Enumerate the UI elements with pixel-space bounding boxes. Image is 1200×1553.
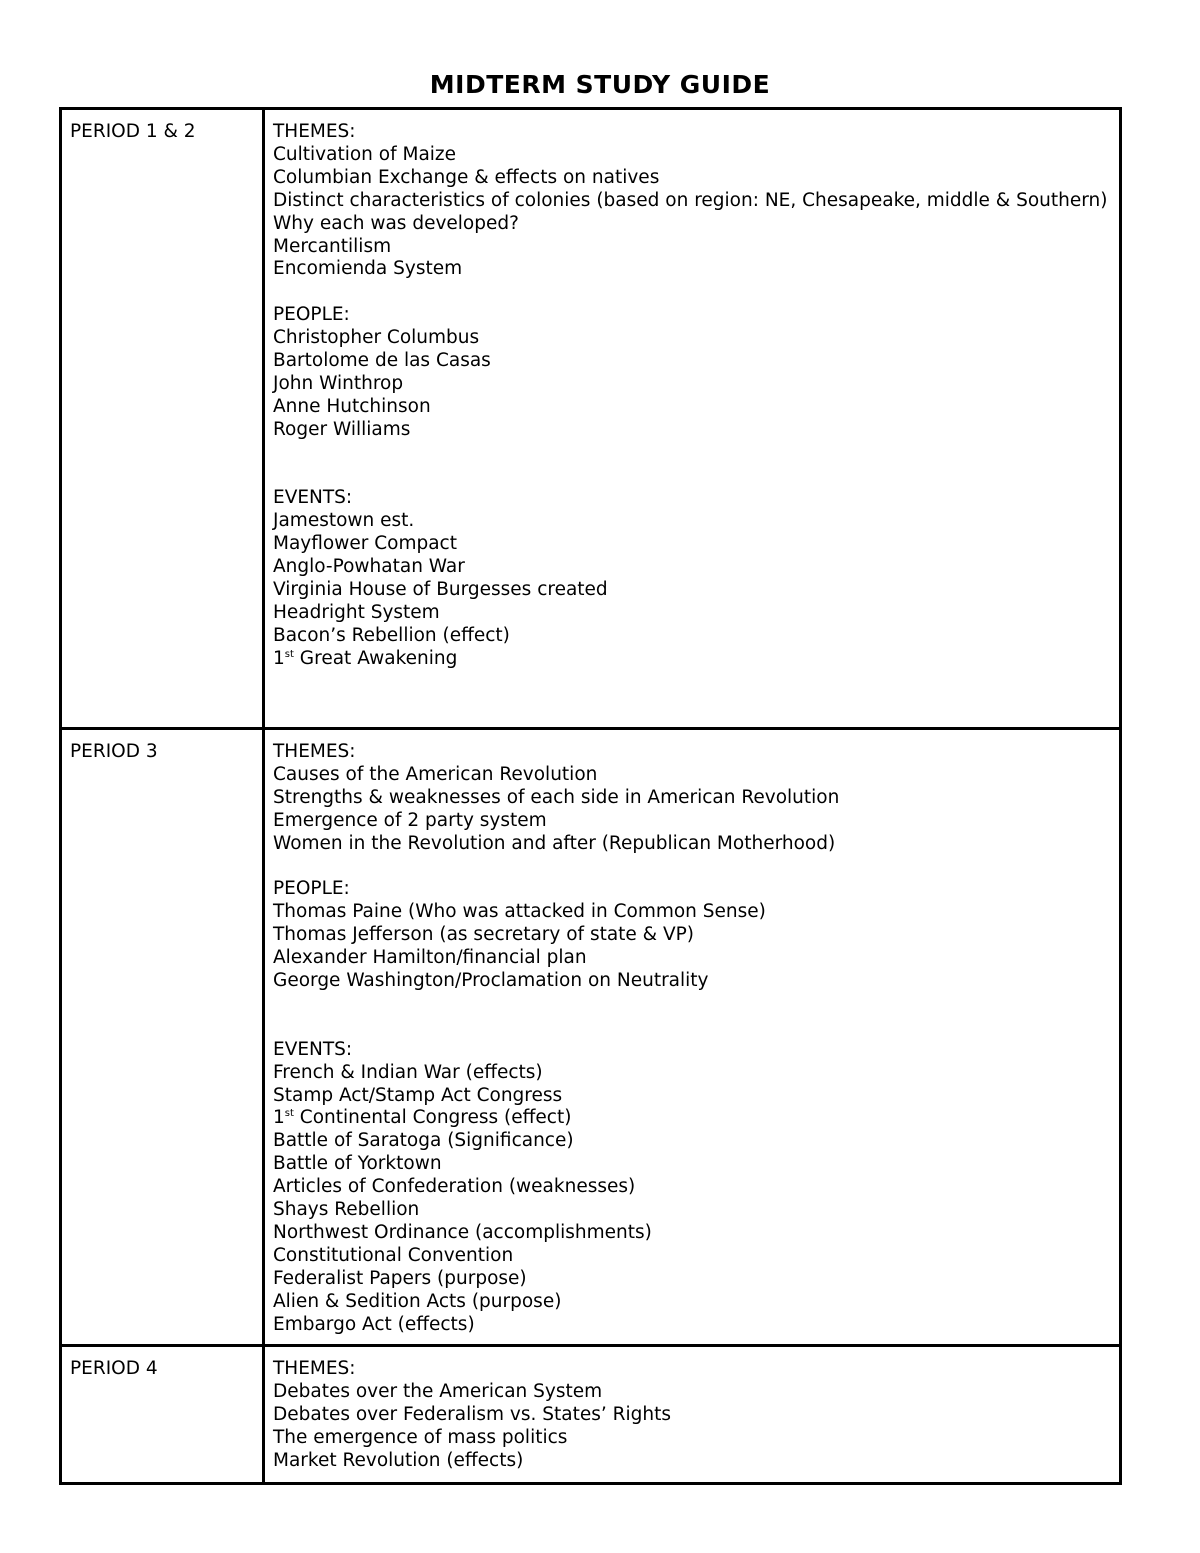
event-ordinal: 1 (273, 1107, 285, 1129)
theme-item: The emergence of mass politics (273, 1426, 568, 1448)
events-heading: EVENTS: (273, 487, 353, 509)
document-title: MIDTERM STUDY GUIDE (429, 70, 771, 99)
period-label-cell (61, 729, 264, 1346)
event-item: French & Indian War (effects) (273, 1061, 543, 1083)
people-item: George Washington/Proclamation on Neutrality (273, 970, 709, 992)
themes-heading: THEMES: (273, 741, 356, 762)
themes-heading: THEMES: (273, 121, 356, 142)
event-ordinal-suffix: st (284, 648, 294, 660)
event-text: Great Awakening (293, 647, 458, 669)
event-item: Virginia House of Burgesses created (273, 579, 608, 601)
table-row-period-3 (61, 729, 1121, 1346)
period-label-cell (61, 109, 264, 729)
event-item: Embargo Act (effects) (273, 1313, 475, 1335)
theme-item: Mercantilism (273, 235, 392, 257)
theme-item: Encomienda System (273, 258, 463, 280)
theme-item: Strengths & weaknesses of each side in American Revolution (273, 786, 840, 808)
event-item: Anglo-Powhatan War (273, 556, 465, 578)
study-guide-table (59, 107, 1122, 1485)
people-item: Thomas Paine (Who was attacked in Common Sense) (273, 901, 766, 923)
theme-item: Debates over the American System (273, 1380, 603, 1402)
people-item: John Winthrop (273, 372, 404, 394)
event-item: Battle of Saratoga (Significance) (273, 1130, 574, 1152)
themes-heading: THEMES: (273, 1358, 356, 1379)
event-ordinal: 1 (273, 647, 285, 669)
people-heading: PEOPLE: (273, 878, 350, 900)
event-item: Jamestown est. (273, 510, 415, 532)
period-content-cell (264, 109, 1121, 729)
event-item: Stamp Act/Stamp Act Congress (273, 1084, 563, 1106)
people-item: Anne Hutchinson (273, 395, 431, 417)
theme-item: Emergence of 2 party system (273, 809, 547, 831)
theme-item: Distinct characteristics of colonies (based on region: NE, Chesapeake, middle & Southern) Why each was developed? (273, 189, 1108, 234)
theme-item: Causes of the American Revolution (273, 763, 598, 785)
event-ordinal-suffix: st (284, 1108, 294, 1120)
people-heading: PEOPLE: (273, 304, 350, 326)
theme-item: Cultivation of Maize (273, 143, 457, 165)
theme-item: Market Revolution (effects) (273, 1449, 524, 1471)
event-item: Articles of Confederation (weaknesses) (273, 1176, 636, 1198)
people-item: Thomas Jefferson (as secretary of state & VP) (273, 924, 695, 946)
people-item: Alexander Hamilton/financial plan (273, 947, 587, 969)
theme-item: Debates over Federalism vs. States’ Rights (273, 1403, 671, 1425)
event-item: Shays Rebellion (273, 1199, 420, 1221)
theme-item: Women in the Revolution and after (Republican Motherhood) (273, 832, 836, 854)
people-item: Bartolome de las Casas (273, 350, 491, 372)
period-label: PERIOD 3 (70, 741, 158, 762)
table-row-period-4 (61, 1346, 1121, 1484)
theme-item: Columbian Exchange & effects on natives (273, 166, 660, 188)
period-label: PERIOD 1 & 2 (70, 121, 196, 142)
people-item: Christopher Columbus (273, 327, 480, 349)
table-row-period-1-2 (61, 109, 1121, 729)
event-item: Bacon’s Rebellion (effect) (273, 624, 510, 646)
event-item: Northwest Ordinance (accomplishments) (273, 1222, 652, 1243)
event-text: Continental Congress (effect) (293, 1107, 572, 1129)
event-item (273, 648, 1111, 671)
event-item: Federalist Papers (purpose) (273, 1267, 527, 1289)
period-label: PERIOD 4 (70, 1358, 158, 1379)
period-content-cell (264, 729, 1121, 1346)
event-item: Alien & Sedition Acts (purpose) (273, 1290, 562, 1312)
events-heading: EVENTS: (273, 1038, 353, 1060)
event-item: Constitutional Convention (273, 1244, 514, 1266)
event-item: Mayflower Compact (273, 533, 457, 555)
period-content-cell (264, 1346, 1121, 1484)
people-item: Roger Williams (273, 418, 411, 440)
event-item (273, 1107, 1111, 1130)
event-item: Headright System (273, 602, 440, 623)
period-label-cell (61, 1346, 264, 1484)
event-item: Battle of Yorktown (273, 1153, 442, 1175)
